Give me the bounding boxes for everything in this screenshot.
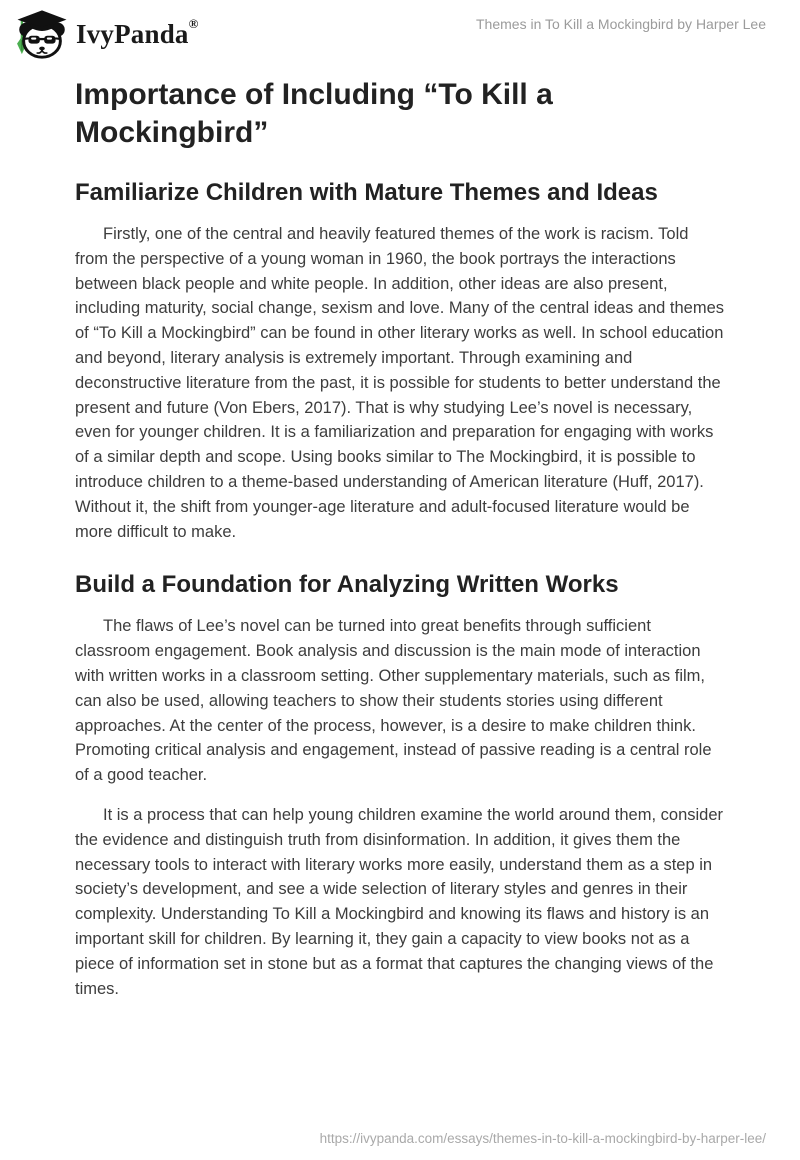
document-title-header: Themes in To Kill a Mockingbird by Harper Lee <box>476 16 766 32</box>
source-url: https://ivypanda.com/essays/themes-in-to-kill-a-mockingbird-by-harper-lee/ <box>319 1131 766 1146</box>
paragraph: It is a process that can help young children examine the world around them, consider the evidence and distinguish truth from disinformation. In addition, it gives them the necessary tools to interact with literary works more easily, understand them as a step in society’s development, and see a wide selection of literary styles and genres in their complexity. Understanding To Kill a Mockingbird and knowing its flaws and history is an important skill for children. By learning it, they gain a capacity to view books not as a piece of information set in stone but as a format that captures the changing views of the times. <box>75 805 724 998</box>
page-header <box>0 0 800 62</box>
paragraph: Firstly, one of the central and heavily featured themes of the work is racism. Told from the perspective of a young woman in 1960, the book portrays the interactions between black people and white people. In addition, other ideas are also present, including maturity, social change, sexism and love. Many of the central ideas and themes of “To Kill a Mockingbird” can be found in other literary works as well. In school education and beyond, literary analysis is extremely important. Through examining and deconstructive literature from the past, it is possible for students to better understand the present and future (Von Ebers, 2017). That is why studying Lee’s novel is necessary, even for younger children. It is a familiarization and preparation for engaging with works of a similar depth and scope. Using books similar to The Mockingbird, it is possible to introduce children to a theme-based understanding of American literature (Huff, 2017). Without it, the shift from younger-age literature and adult-focused literature would be more difficult to make. <box>75 225 725 541</box>
ivypanda-logo[interactable] <box>14 8 198 60</box>
section-heading-2: Build a Foundation for Analyzing Written Works <box>75 571 619 599</box>
article-content <box>0 62 800 1001</box>
registered-mark: ® <box>188 15 199 31</box>
brand-wordmark <box>76 8 198 60</box>
article-title: Importance of Including “To Kill a Mockingbird” <box>75 78 553 149</box>
panda-graduate-icon <box>14 8 70 60</box>
paragraph: The flaws of Lee’s novel can be turned into great benefits through sufficient classroom engagement. Book analysis and discussion is the main mode of interaction with written works in a classroom setting. Other supplementary materials, such as film, can also be used, allowing teachers to show their students stories using different approaches. At the center of the process, however, is a desire to make children think. Promoting critical analysis and engagement, instead of passive reading is a central role of a good teacher. <box>75 617 712 785</box>
section-heading-1: Familiarize Children with Mature Themes and Ideas <box>75 179 658 206</box>
brand-name: IvyPanda <box>76 19 189 49</box>
